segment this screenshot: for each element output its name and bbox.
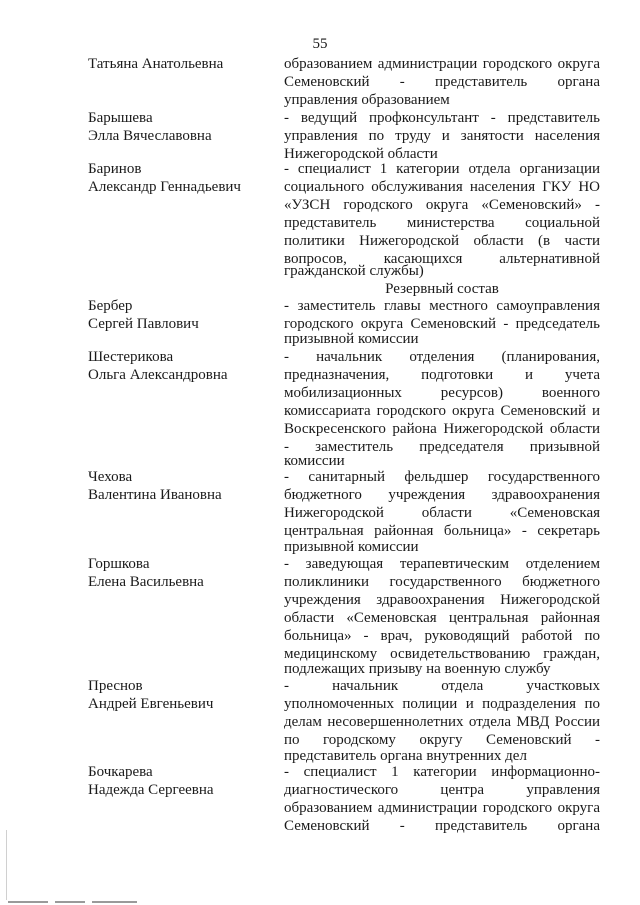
role-text-line: подлежащих призыву на военную службу — [284, 661, 551, 677]
role-text-line: - начальник отдела участковых — [284, 678, 600, 694]
role-text-line: - специалист 1 категории информационно- — [284, 764, 600, 780]
role-text-line: Семеновский - представитель органа — [284, 74, 600, 90]
role-text-line: учреждения здравоохранения Нижегородской — [284, 592, 600, 608]
role-text-line: центральная районная больница» - секретарь — [284, 523, 600, 539]
scan-artifact-mark — [92, 901, 137, 903]
role-text-line: бюджетного учреждения здравоохранения — [284, 487, 600, 503]
role-text-line: управления по труду и занятости населения — [284, 128, 600, 144]
member-name-line: Валентина Ивановна — [88, 487, 222, 503]
member-name-line: Баринов — [88, 161, 142, 177]
role-text-line: образованием администрации городского округа — [284, 56, 600, 72]
role-text-line: - заместитель главы местного самоуправления — [284, 298, 600, 314]
role-text-line: медицинскому освидетельствованию граждан, — [284, 646, 600, 662]
role-text-line: вопросов, касающихся альтернативной — [284, 251, 600, 267]
role-text-line: больница» - врач, руководящий работой по — [284, 628, 600, 644]
role-text-line: - заместитель председателя призывной — [284, 439, 600, 455]
member-name-line: Надежда Сергеевна — [88, 782, 214, 798]
role-text-line: «УЗСН городского округа «Семеновский» - — [284, 197, 600, 213]
member-name-line: Элла Вячеславовна — [88, 128, 212, 144]
reserve-section-heading: Резервный состав — [385, 281, 499, 297]
role-text-line: уполномоченных полиции и подразделения по — [284, 696, 600, 712]
role-text-line: комиссии — [284, 453, 345, 469]
role-text-line: социального обслуживания населения ГКУ НО — [284, 179, 600, 195]
role-text-line: - заведующая терапевтическим отделением — [284, 556, 600, 572]
role-text-line: Воскресенского района Нижегородской области — [284, 421, 600, 437]
role-text-line: поликлиники государственного бюджетного — [284, 574, 600, 590]
member-name-line: Елена Васильевна — [88, 574, 204, 590]
member-name-line: Александр Геннадьевич — [88, 179, 241, 195]
role-text-line: - специалист 1 категории отдела организации — [284, 161, 600, 177]
member-name-line: Горшкова — [88, 556, 150, 572]
member-name-line: Барышева — [88, 110, 153, 126]
role-text-line: Нижегородской области «Семеновская — [284, 505, 600, 521]
role-text-line: призывной комиссии — [284, 331, 419, 347]
role-text-line: мобилизационных ресурсов) военного — [284, 385, 600, 401]
role-text-line: по городскому округу Семеновский - — [284, 732, 600, 748]
member-name-line: Шестерикова — [88, 349, 174, 365]
scan-artifact-mark — [8, 901, 48, 903]
member-name-line: Бербер — [88, 298, 133, 314]
role-text-line: диагностического центра управления — [284, 782, 600, 798]
role-text-line: политики Нижегородской области (в части — [284, 233, 600, 249]
member-name-line: Андрей Евгеньевич — [88, 696, 214, 712]
role-text-line: представитель министерства социальной — [284, 215, 600, 231]
role-text-line: - начальник отделения (планирования, — [284, 349, 600, 365]
role-text-line: управления образованием — [284, 92, 450, 108]
member-name-line: Чехова — [88, 469, 133, 485]
role-text-line: Семеновский - представитель органа — [284, 818, 600, 834]
role-text-line: комиссариата городского округа Семеновский и — [284, 403, 600, 419]
role-text-line: представитель органа внутренних дел — [284, 748, 527, 764]
role-text-line: - ведущий профконсультант - представитель — [284, 110, 600, 126]
scan-artifact-mark — [55, 901, 85, 903]
role-text-line: Нижегородской области — [284, 146, 438, 162]
member-name-line: Сергей Павлович — [88, 316, 199, 332]
role-text-line: призывной комиссии — [284, 539, 419, 555]
role-text-line: области «Семеновская центральная районная — [284, 610, 600, 626]
role-text-line: предназначения, подготовки и учета — [284, 367, 600, 383]
role-text-line: гражданской службы) — [284, 263, 424, 279]
member-name-line: Бочкарева — [88, 764, 153, 780]
role-text-line: - санитарный фельдшер государственного — [284, 469, 600, 485]
scan-edge-line — [6, 830, 7, 900]
member-name-line: Преснов — [88, 678, 143, 694]
role-text-line: городского округа Семеновский - председатель — [284, 316, 600, 332]
role-text-line: делам несовершеннолетних отдела МВД России — [284, 714, 600, 730]
member-name-line: Ольга Александровна — [88, 367, 228, 383]
page-number: 55 — [312, 36, 328, 52]
member-name-line: Татьяна Анатольевна — [88, 56, 224, 72]
role-text-line: образованием администрации городского округа — [284, 800, 600, 816]
